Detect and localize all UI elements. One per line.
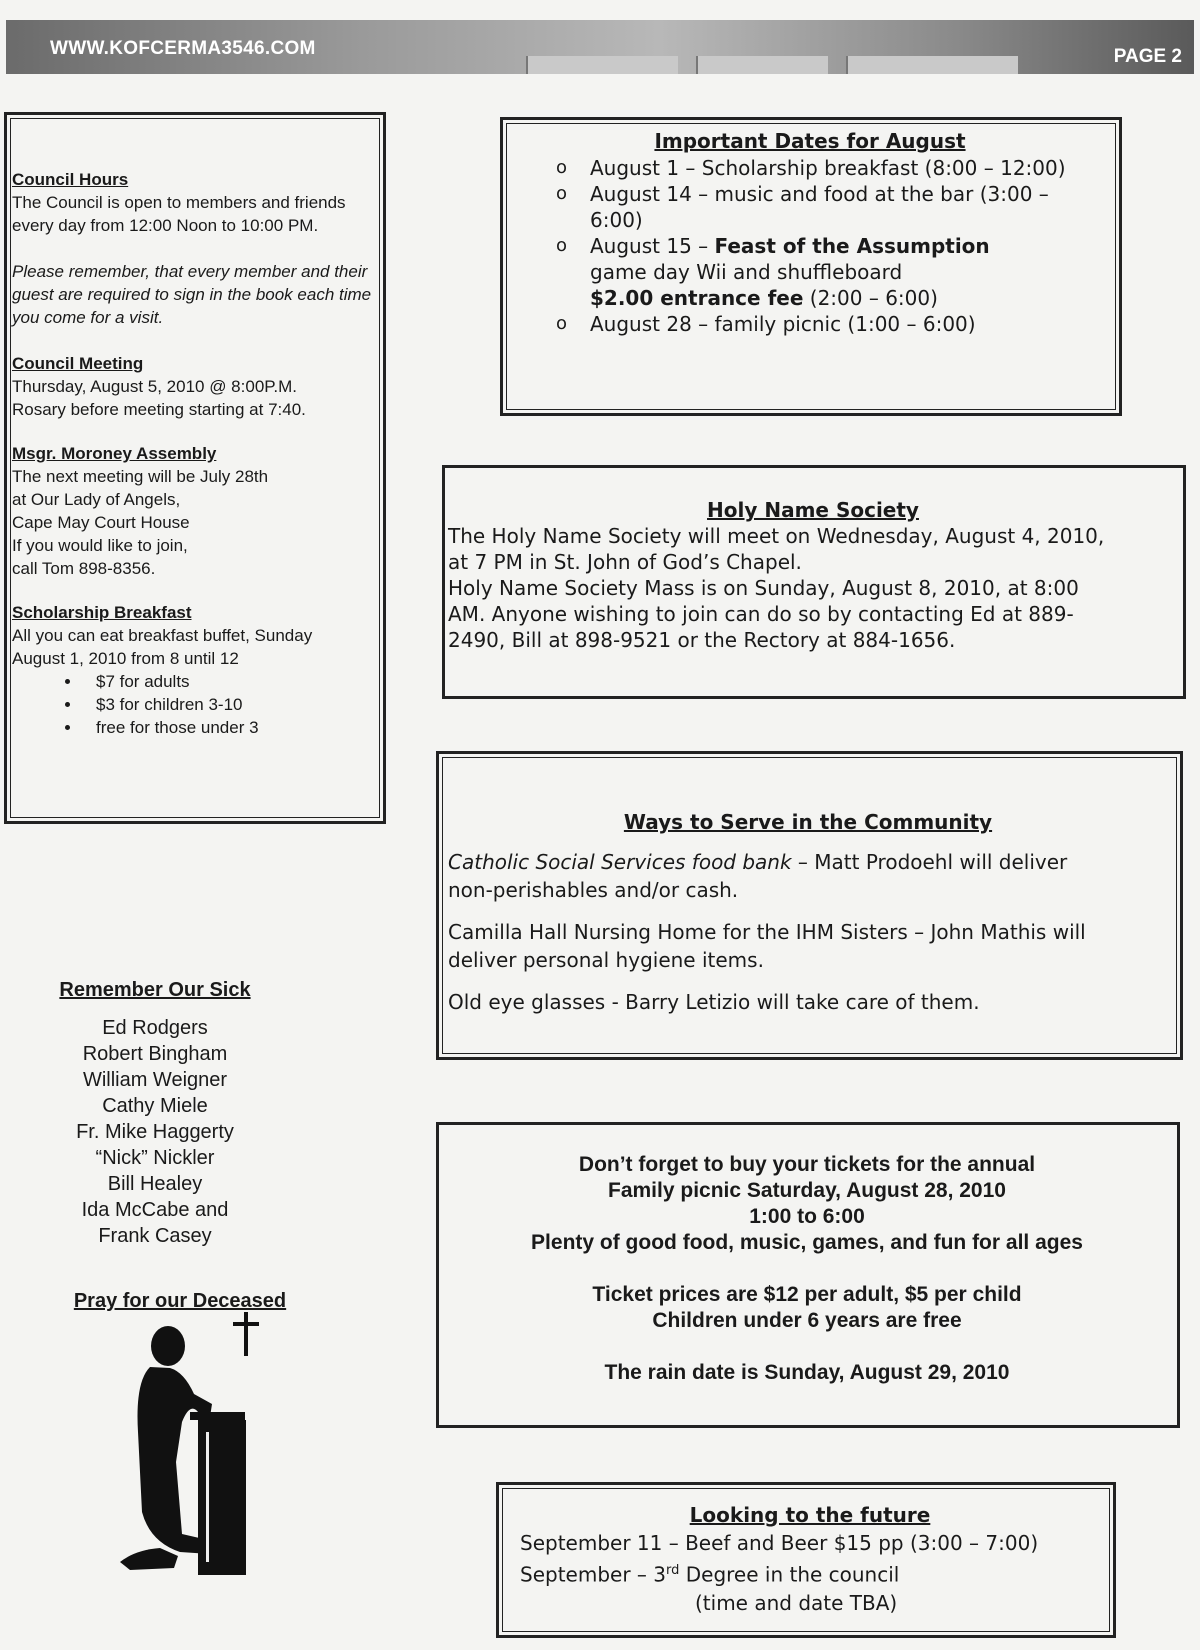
sick-name: Ida McCabe and <box>81 1199 229 1221</box>
picnic-line: Family picnic Saturday, August 28, 2010 <box>608 1179 1006 1202</box>
assembly-line: at Our Lady of Angels, <box>12 490 181 509</box>
future-line: September – 3rd Degree in the council <box>520 1562 900 1587</box>
picnic-line: Ticket prices are $12 per adult, $5 per child <box>592 1283 1022 1306</box>
ways-to-serve-content <box>448 808 1168 1016</box>
picnic-line: Children under 6 years are free <box>652 1309 962 1332</box>
website-url[interactable]: WWW.KOFCERMA3546.COM <box>50 38 316 59</box>
banner-decoration <box>846 56 1018 74</box>
date-item: o August 28 – family picnic (1:00 – 6:00) <box>556 312 976 336</box>
page-number: PAGE 2 <box>1113 46 1182 67</box>
sick-heading: Remember Our Sick <box>59 979 251 1001</box>
ways-to-serve-heading: Ways to Serve in the Community <box>623 810 993 834</box>
sick-list <box>10 977 300 1249</box>
holy-name-line: The Holy Name Society will meet on Wednesday, August 4, 2010, <box>448 524 1105 548</box>
holy-name-heading: Holy Name Society <box>707 498 919 522</box>
assembly-line: If you would like to join, <box>12 536 188 555</box>
serve-item: Old eye glasses - Barry Letizio will take care of them. <box>448 990 980 1014</box>
important-dates-list <box>556 155 1110 337</box>
breakfast-price-list <box>12 670 372 739</box>
date-item: o August 14 – music and food at the bar (3:00 – 6:00) <box>556 182 1049 232</box>
picnic-line: Don’t forget to buy your tickets for the annual <box>578 1153 1036 1176</box>
price-item: • $3 for children 3-10 <box>82 693 372 716</box>
picnic-line: The rain date is Sunday, August 29, 2010 <box>604 1361 1010 1384</box>
assembly-line: The next meeting will be July 28th <box>12 467 269 486</box>
deceased-heading: Pray for our Deceased <box>73 1290 287 1312</box>
price-item: • free for those under 3 <box>82 716 372 739</box>
holy-name-line: at 7 PM in St. John of God’s Chapel. <box>448 550 802 574</box>
assembly-heading: Msgr. Moroney Assembly <box>12 444 217 463</box>
important-dates-heading-wrap <box>505 128 1115 154</box>
picnic-content <box>440 1152 1174 1386</box>
sick-name: William Weigner <box>82 1069 228 1091</box>
council-meeting-heading: Council Meeting <box>12 354 144 373</box>
praying-figure-illustration <box>90 1312 280 1582</box>
holy-name-line: AM. Anyone wishing to join can do so by contacting Ed at 889- <box>448 602 1074 626</box>
future-line: September 11 – Beef and Beer $15 pp (3:00 – 7:00) <box>520 1531 1039 1555</box>
cross-icon <box>244 1312 248 1356</box>
serve-item: non-perishables and/or cash. <box>448 878 739 902</box>
bullet: o <box>556 157 568 178</box>
sick-name: “Nick” Nickler <box>95 1147 215 1169</box>
sick-name: Robert Bingham <box>82 1043 228 1065</box>
council-hours-heading: Council Hours <box>12 170 129 189</box>
future-line: (time and date TBA) <box>695 1590 898 1615</box>
assembly-line: call Tom 898-8356. <box>12 559 156 578</box>
header-banner <box>6 20 1194 74</box>
bullet: o <box>556 235 568 256</box>
serve-item: Camilla Hall Nursing Home for the IHM Sisters – John Mathis will <box>448 920 1086 944</box>
sick-name: Frank Casey <box>98 1225 212 1247</box>
picnic-line: Plenty of good food, music, games, and fun for all ages <box>531 1231 1083 1254</box>
holy-name-line: 2490, Bill at 898-9521 or the Rectory at 884-1656. <box>448 628 956 652</box>
banner-decoration <box>696 56 828 74</box>
bullet: o <box>556 183 568 204</box>
serve-item: deliver personal hygiene items. <box>448 948 764 972</box>
council-meeting-date: Thursday, August 5, 2010 @ 8:00P.M. <box>12 377 298 396</box>
holy-name-line: Holy Name Society Mass is on Sunday, August 8, 2010, at 8:00 <box>448 576 1079 600</box>
breakfast-line: August 1, 2010 from 8 until 12 <box>12 649 239 668</box>
deceased-section <box>40 1290 320 1313</box>
banner-decoration <box>526 56 678 74</box>
breakfast-heading: Scholarship Breakfast <box>12 603 192 622</box>
sign-in-note: Please remember, that every member and their guest are required to sign in the book each time you come for a visit. <box>12 262 372 327</box>
bullet: o <box>556 313 568 334</box>
future-content <box>520 1501 1100 1617</box>
council-info-content <box>12 168 372 739</box>
sick-name: Cathy Miele <box>102 1095 208 1117</box>
important-dates-heading: Important Dates for August <box>654 129 966 153</box>
picnic-line: 1:00 to 6:00 <box>749 1205 865 1228</box>
sick-name: Fr. Mike Haggerty <box>76 1121 234 1143</box>
serve-item: Catholic Social Services food bank – Matt Prodoehl will deliver <box>448 850 1068 874</box>
holy-name-content <box>448 497 1178 653</box>
sick-name: Bill Healey <box>107 1173 203 1195</box>
sick-name: Ed Rodgers <box>102 1017 208 1039</box>
council-meeting-rosary: Rosary before meeting starting at 7:40. <box>12 400 306 419</box>
price-item: • $7 for adults <box>82 670 372 693</box>
date-item: o August 1 – Scholarship breakfast (8:00 – 12:00) <box>556 156 1066 180</box>
future-heading: Looking to the future <box>689 1503 931 1527</box>
assembly-line: Cape May Court House <box>12 513 190 532</box>
council-hours-text: The Council is open to members and friends every day from 12:00 Noon to 10:00 PM. <box>12 193 346 235</box>
breakfast-line: All you can eat breakfast buffet, Sunday <box>12 626 313 645</box>
date-item: o August 15 – Feast of the Assumption game day Wii and shuffleboard $2.00 entrance fee (2:00 – 6:00) <box>556 234 990 310</box>
